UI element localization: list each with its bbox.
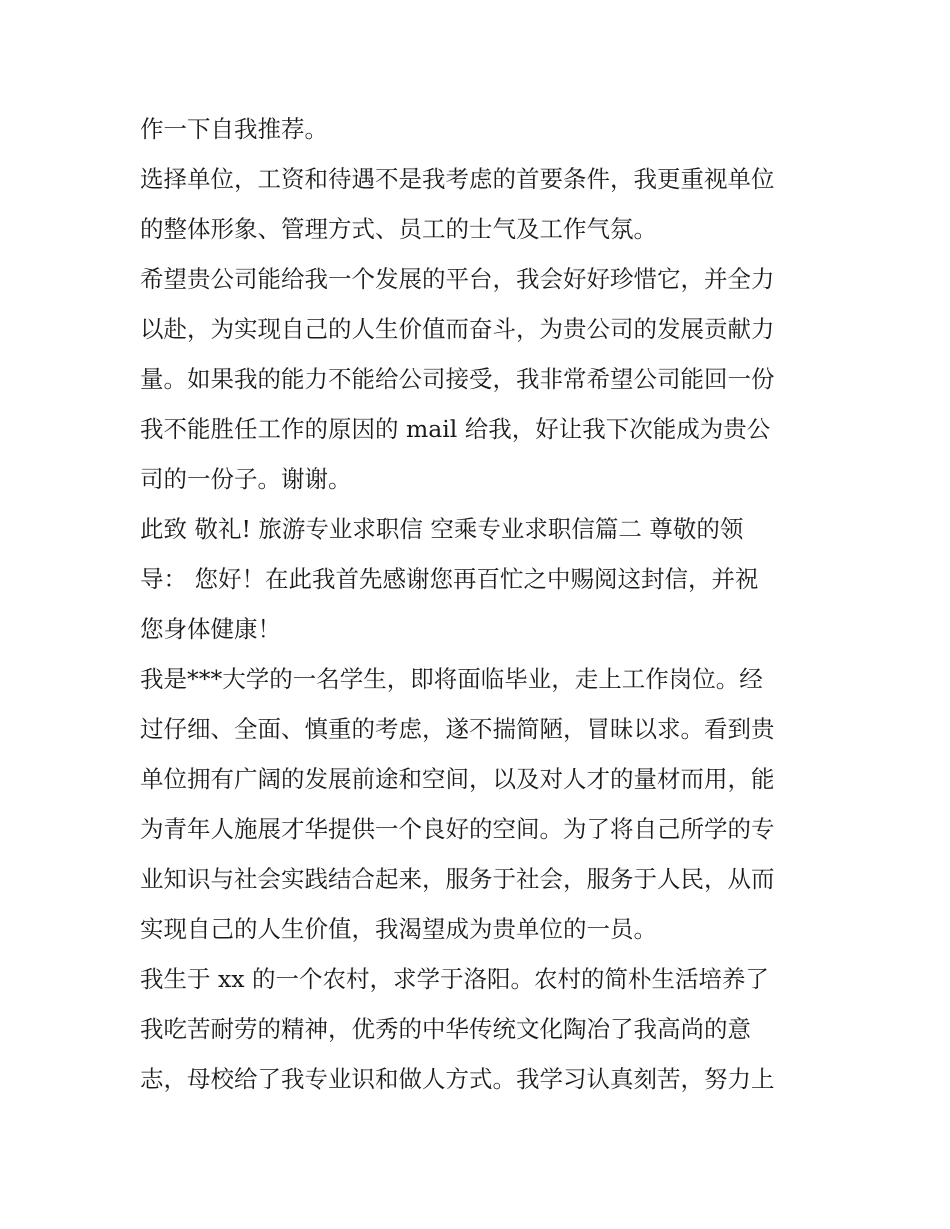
text-line: 您身体健康！ — [140, 615, 281, 643]
text-line: 业知识与社会实践结合起来，服务于社会，服务于人民，从而 — [140, 865, 775, 893]
text-line: 实现自己的人生价值，我渴望成为贵单位的一员。 — [140, 915, 657, 943]
text-line: 此致 敬礼! 旅游专业求职信 空乘专业求职信篇二 尊敬的领 — [140, 515, 744, 543]
text-line: 希望贵公司能给我一个发展的平台，我会好好珍惜它，并全力 — [140, 265, 775, 293]
text-line: 我是***大学的一名学生，即将面临毕业，走上工作岗位。经 — [140, 665, 763, 693]
text-line: 以赴，为实现自己的人生价值而奋斗，为贵公司的发展贡献力 — [140, 315, 775, 343]
text-line: 志，母校给了我专业识和做人方式。我学习认真刻苦，努力上 — [140, 1065, 775, 1093]
text-line: 为青年人施展才华提供一个良好的空间。为了将自己所学的专 — [140, 815, 775, 843]
text-line: 量。如果我的能力不能给公司接受，我非常希望公司能回一份 — [140, 365, 775, 393]
text-line: 作一下自我推荐。 — [140, 115, 328, 143]
text-line: 过仔细、全面、慎重的考虑，遂不揣简陋，冒昧以求。看到贵 — [140, 715, 775, 743]
text-line: 我吃苦耐劳的精神，优秀的中华传统文化陶冶了我高尚的意 — [140, 1015, 751, 1043]
text-line: 我生于 xx 的一个农村，求学于洛阳。农村的简朴生活培养了 — [140, 965, 769, 993]
text-line: 导： 您好！在此我首先感谢您再百忙之中赐阅这封信，并祝 — [140, 565, 759, 593]
text-line: 选择单位，工资和待遇不是我考虑的首要条件，我更重视单位 — [140, 165, 775, 193]
letter-body — [140, 104, 820, 1104]
text-line: 单位拥有广阔的发展前途和空间，以及对人才的量材而用，能 — [140, 765, 775, 793]
text-line: 的整体形象、管理方式、员工的士气及工作气氛。 — [140, 215, 657, 243]
text-line: 我不能胜任工作的原因的 mail 给我，好让我下次能成为贵公 — [140, 415, 771, 443]
text-line: 司的一份子。谢谢。 — [140, 465, 352, 493]
